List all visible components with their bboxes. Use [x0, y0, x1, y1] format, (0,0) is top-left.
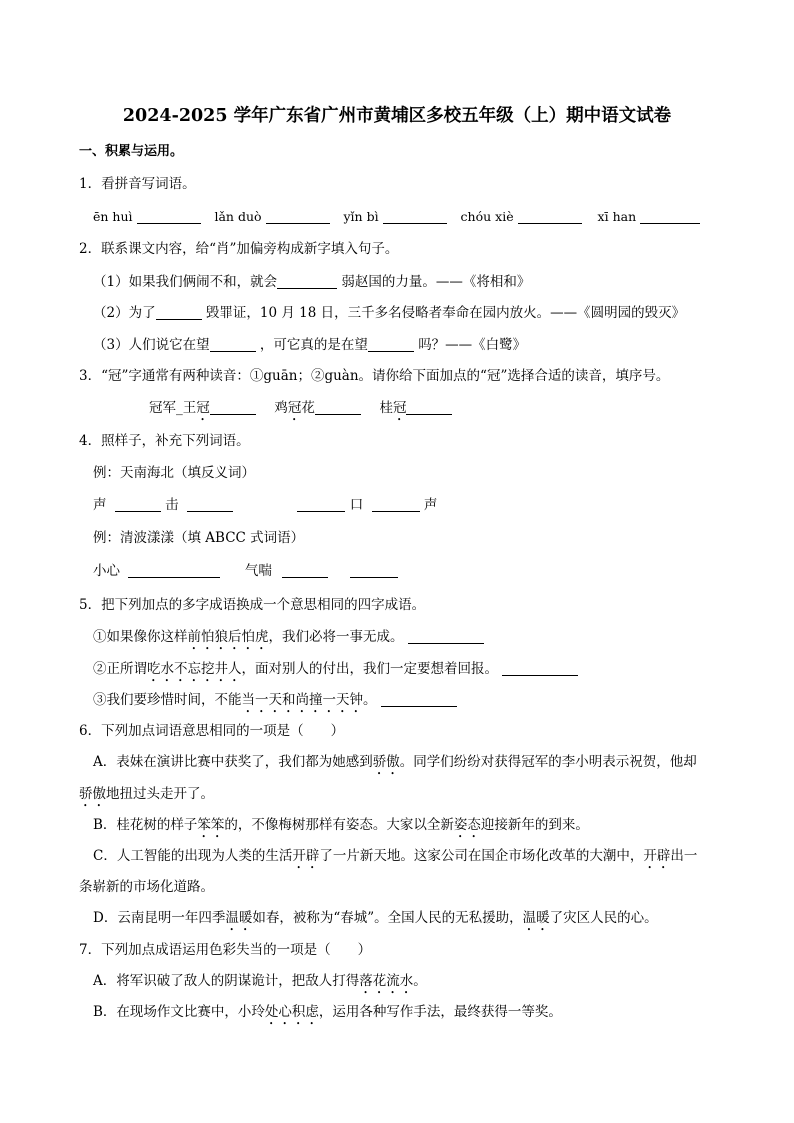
- option-text: 出一: [670, 848, 698, 864]
- question-5-item-2: [93, 659, 578, 685]
- question-3-words: [149, 398, 452, 424]
- question-5-item-1: [93, 627, 484, 653]
- question-4-stem: 4．照样子，补充下列词语。: [79, 433, 250, 449]
- option-text: 迎接新年的到来。: [480, 817, 589, 833]
- pinyin-2: lǎn duò: [214, 209, 262, 224]
- item-text: ，可它真的是在望: [259, 337, 368, 353]
- option-text: 如春，被称为“春城”。全国人民的无私援助，: [252, 910, 523, 926]
- pinyin-4: chóu xiè: [460, 209, 514, 224]
- question-3-stem: 3．“冠”字通常有两种读音：①guān；②guàn。请你给下面加点的“冠”选择合适的读音，填序号。: [79, 368, 670, 384]
- item-text: ③我们要珍惜时间，不能: [93, 692, 242, 708]
- answer-blank[interactable]: [156, 305, 202, 320]
- answer-blank[interactable]: [174, 563, 220, 578]
- option-text: 。: [413, 973, 427, 989]
- option-c-line-2: 条崭新的市场化道路。: [79, 879, 214, 895]
- question-2-stem: 2．联系课文内容，给“肖”加偏旁构成新字填入句子。: [79, 241, 399, 257]
- answer-blank[interactable]: [368, 337, 414, 352]
- answer-blank[interactable]: [408, 629, 484, 644]
- dotted-word: 温暖: [225, 910, 253, 926]
- answer-blank[interactable]: [210, 337, 256, 352]
- answer-blank[interactable]: [210, 400, 256, 415]
- question-2-item-2: [93, 303, 685, 323]
- item-text: ，我们必将一事无成。: [268, 629, 404, 645]
- question-4-row-1: [93, 495, 437, 515]
- example-2: 例：清波漾漾（填 ABCC 式词语）: [93, 530, 305, 546]
- word-text: 鸡: [274, 400, 288, 416]
- question-4-row-2: [93, 561, 398, 581]
- dotted-word: 温暖: [522, 910, 550, 926]
- answer-blank[interactable]: [381, 692, 457, 707]
- answer-blank[interactable]: [350, 563, 398, 578]
- item-text: 。: [363, 692, 377, 708]
- q7-option-b: [93, 1002, 562, 1028]
- option-text: 了灾区人民的心。: [549, 910, 658, 926]
- word-text: 冠军_王: [149, 400, 197, 416]
- example-1: 例：天南海北（填反义词）: [93, 465, 255, 481]
- question-1-stem: 1．看拼音写词语。: [79, 176, 196, 192]
- pinyin-3: yǐn bì: [343, 209, 379, 224]
- answer-blank[interactable]: [137, 209, 201, 224]
- option-text: B．桂花树的样子: [93, 817, 198, 833]
- q7-option-a: [93, 971, 427, 997]
- question-7-stem: 7．下列加点成语运用色彩失当的一项是（ ）: [79, 942, 372, 958]
- answer-blank[interactable]: [282, 563, 328, 578]
- answer-blank[interactable]: [297, 497, 345, 512]
- pinyin-1: ēn huì: [93, 209, 133, 224]
- option-text: ，运用各种写作手法，最终获得一等奖。: [318, 1004, 562, 1020]
- answer-blank[interactable]: [315, 400, 361, 415]
- item-text: （3）人们说它在望: [93, 337, 210, 353]
- pinyin-5: xī han: [597, 209, 637, 224]
- question-2-item-3: [93, 335, 526, 355]
- option-d: [93, 908, 658, 934]
- option-text: 了一片新天地。这家公司在国企市场化改革的大潮中，: [319, 848, 644, 864]
- word-text: 击: [165, 497, 179, 513]
- option-text: C．人工智能的出现为人类的生活: [93, 848, 293, 864]
- option-text: 的，不像梅树那样有姿态。大家以全新: [224, 817, 454, 833]
- question-6-stem: 6．下列加点词语意思相同的一项是（ ）: [79, 723, 345, 739]
- item-text: ②正所谓: [93, 661, 147, 677]
- answer-blank[interactable]: [266, 209, 330, 224]
- dotted-word: 姿态: [453, 817, 481, 833]
- dotted-phrase: 吃水不忘挖井人: [147, 661, 242, 677]
- answer-blank[interactable]: [383, 209, 447, 224]
- answer-blank[interactable]: [128, 563, 174, 578]
- dotted-word: 骄傲: [372, 754, 400, 770]
- dotted-char: 冠: [287, 400, 302, 416]
- dotted-word: 落花流水: [359, 973, 414, 989]
- option-text: 地扭过头走开了。: [106, 786, 214, 802]
- question-5-stem: 5．把下列加点的多字成语换成一个意思相同的四字成语。: [79, 597, 426, 613]
- item-text: （2）为了: [93, 305, 156, 321]
- word-text: 声: [423, 497, 438, 513]
- word-text: 口: [349, 497, 364, 513]
- dotted-char: 冠: [196, 400, 210, 416]
- dotted-word: 处心积虑: [264, 1004, 319, 1020]
- option-c-line-1: [93, 846, 697, 872]
- word-text: 声: [93, 497, 107, 513]
- option-text: 。同学们纷纷对获得冠军的李小明表示祝贺，他却: [399, 754, 697, 770]
- answer-blank[interactable]: [518, 209, 582, 224]
- answer-blank[interactable]: [277, 274, 337, 289]
- answer-blank[interactable]: [115, 497, 161, 512]
- dotted-word: 笨笨: [197, 817, 225, 833]
- dotted-word: 骄傲: [79, 786, 106, 802]
- answer-blank[interactable]: [187, 497, 233, 512]
- question-1-pinyin-row: [93, 207, 700, 227]
- option-a-line-1: [93, 752, 697, 778]
- item-text: 吗？——《白鹭》: [418, 337, 527, 353]
- option-text: D．云南昆明一年四季: [93, 910, 226, 926]
- question-5-item-3: [93, 690, 457, 716]
- option-text: A．将军识破了敌人的阴谋诡计，把敌人打得: [93, 973, 360, 989]
- question-2-item-1: [93, 272, 530, 292]
- word-text: 花: [301, 400, 315, 416]
- item-text: ，面对别人的付出，我们一定要想着回报。: [241, 661, 498, 677]
- dotted-phrase: 前怕狼后怕虎: [187, 629, 269, 645]
- item-text: ①如果像你这样: [93, 629, 188, 645]
- option-text: B．在现场作文比赛中，小玲: [93, 1004, 265, 1020]
- dotted-char: 冠: [392, 400, 407, 416]
- item-text: 弱赵国的力量。——《将相和》: [341, 274, 531, 290]
- answer-blank[interactable]: [406, 400, 452, 415]
- item-text: （1）如果我们俩闹不和，就会: [93, 274, 278, 290]
- option-b: [93, 815, 589, 841]
- word-text: 小心: [93, 563, 120, 579]
- dotted-word: 开辟: [643, 848, 671, 864]
- page-title: 2024-2025 学年广东省广州市黄埔区多校五年级（上）期中语文试卷: [122, 106, 672, 126]
- option-a-line-2: [79, 784, 214, 810]
- section-heading: 一、积累与运用。: [79, 144, 184, 159]
- option-text: A．表妹在演讲比赛中获奖了，我们都为她感到: [93, 754, 373, 770]
- answer-blank[interactable]: [372, 497, 420, 512]
- item-text: 毁罪证，10 月 18 日，三千多名侵略者奉命在园内放火。——《圆明园的毁灭》: [205, 305, 686, 321]
- word-text: 桂: [379, 400, 393, 416]
- dotted-phrase: 当一天和尚撞一天钟: [241, 692, 363, 708]
- answer-blank[interactable]: [640, 209, 700, 224]
- dotted-word: 开辟: [292, 848, 320, 864]
- answer-blank[interactable]: [502, 661, 578, 676]
- word-text: 气喘: [244, 563, 272, 579]
